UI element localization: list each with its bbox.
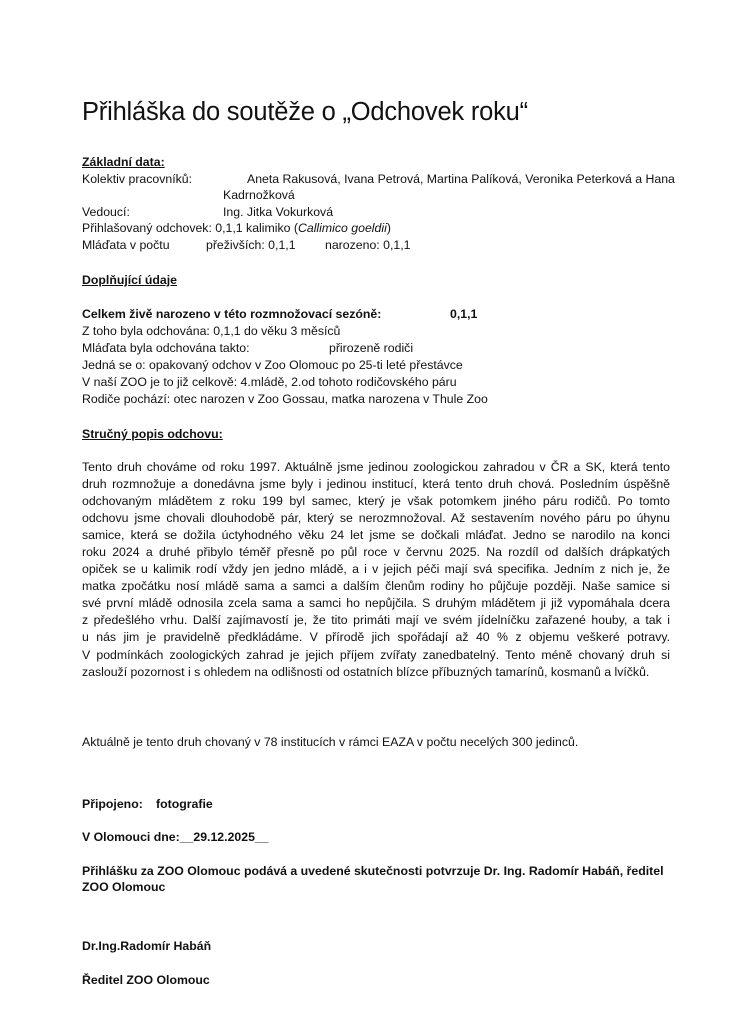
description-line: roku 2024 a druhé přibylo téměř přesně po půl roce v červnu 2025. Na rozdíl od dalších drápkatých [82,545,670,560]
breeding-type-line: Jedná se o: opakovaný odchov v Zoo Olomouc po 25-ti leté přestávce [82,358,463,372]
breeding-label: Přihlašovaný odchovek: 0,1,1 kalimiko ( [82,221,298,235]
head-label: Vedoucí: [82,205,130,219]
parents-line: Rodiče pochází: otec narozen v Zoo Gossau, matka narozena v Thule Zoo [82,392,488,406]
description-line: opiček se u kalimik rodí vždy jen jedno mládě, a i v jejich péči mají svá specifika. Jedním z nich je, že [82,562,670,577]
document-title: Přihláška do soutěže o „Odchovek roku“ [82,98,528,126]
signature-title: Ředitel ZOO Olomouc [82,973,210,987]
head-value: Ing. Jitka Vokurková [223,205,334,219]
statement-line-2: ZOO Olomouc [82,880,166,894]
young-survived: přeživších: 0,1,1 [206,238,296,252]
basic-data-heading: Základní data: [82,155,165,169]
description-line: své první mládě odnosila zcela sama a samci ho nepůjčila. S druhým mládětem ji již vypomáhala dcera [82,596,670,611]
description-line: Tento druh chováme od roku 1997. Aktuálně jsme jedinou zoologickou zahradou v ČR a SK, která tento [82,460,670,474]
description-paragraph [82,459,670,681]
description-line: samice, která se dožila úctyhodného věku 24 let jsme se dočkali mláďat. Jedno se narodilo na konci [82,528,670,543]
collective-line-1: Aneta Rakusová, Ivana Petrová, Martina Palíková, Veronika Peterková a Hana [247,172,675,186]
young-born: narozeno: 0,1,1 [325,238,411,252]
raised-how-value: přirozeně rodiči [329,341,414,355]
description-line: V podmínkách zoologických zahrad je jejich příjem zvířaty zanedbatelný. Tento méně chovaný druh si [82,647,670,662]
breeding-latin-name: Callimico goeldii [297,221,387,235]
breeding-line [82,220,391,236]
eaza-note: Aktuálně je tento druh chovaný v 78 institucích v rámci EAZA v počtu necelých 300 jedinců. [82,735,579,749]
collective-label: Kolektiv pracovníků: [82,172,193,186]
breeding-close: ) [386,221,391,235]
total-born-label: Celkem živě narozeno v této rozmnožovací sezóně: [82,307,382,321]
total-in-zoo-line: V naší ZOO je to již celkově: 4.mládě, 2.od tohoto rodičovského páru [82,375,457,389]
statement-line-1: Přihlášku za ZOO Olomouc podává a uvedené skutečnosti potvrzuje Dr. Ing. Radomír Habáň, ředitel [82,864,664,878]
description-line: druh rozmnožuje a donedávna jsme byly i jedinou institucí, která tento druh chová. Posledním úspěšně [82,477,670,492]
extra-data-heading: Doplňující údaje [82,273,177,287]
description-line: odchovaným mládětem z roku 199 byl samec, který je však potomkem jiného páru rodičů. Po tomto [82,494,670,509]
total-born-value: 0,1,1 [450,307,478,321]
attached-label: Připojeno: [82,797,143,811]
collective-line-2: Kadrnožková [223,188,295,202]
description-line: matka zpočátku nosí mládě sama a samci a dalším členům rodiny ho půjčuje později. Naše samice si [82,579,670,594]
description-heading: Stručný popis odchovu: [82,427,223,441]
attached-value: fotografie [156,797,213,811]
description-line: zaslouží pozornost i s ohledem na odlišnosti od ostatních blízce příbuzných tamarínů, kosmanů a lvíčků. [82,664,650,679]
date-line: V Olomouci dne:__29.12.2025__ [82,830,269,844]
description-line: u nás jim je pravidelně předkládáme. V přírodě jich spořádají až 40 % z objemu veškeré potravy. [82,630,670,645]
description-line: odchovu jsme chovali dlouhodobě pár, který se nerozmnožoval. Až sestavením nového páru po úhynu [82,511,670,526]
young-label: Mláďata v počtu [82,238,170,252]
description-line: z předešlého vrhu. Další zajímavostí je, že tito primáti mají ve svém jídelníčku zařazené houby, a tak i [82,613,670,628]
raised-line: Z toho byla odchována: 0,1,1 do věku 3 měsíců [82,324,341,338]
signature-name: Dr.Ing.Radomír Habáň [82,939,212,953]
raised-how-label: Mláďata byla odchována takto: [82,341,250,355]
